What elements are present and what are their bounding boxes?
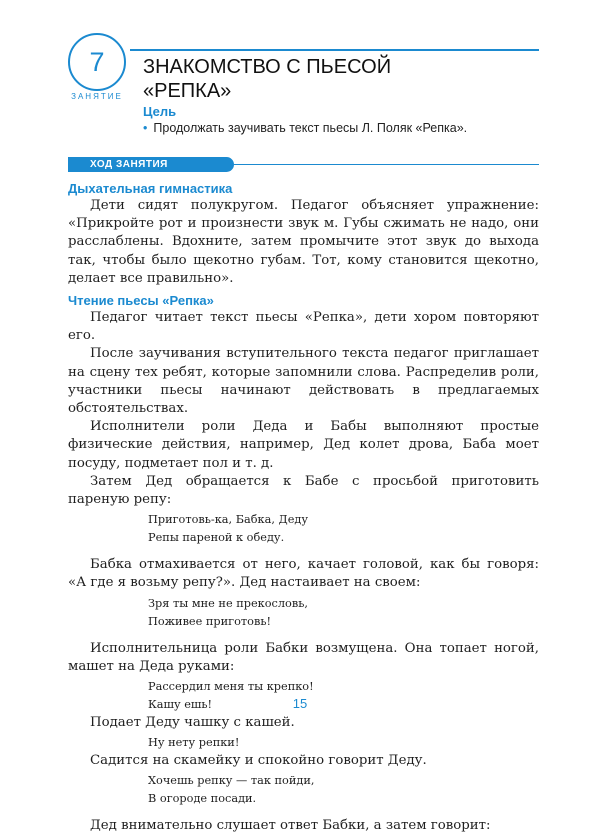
reading-paragraph-7: Подает Деду чашку с кашей.	[90, 715, 295, 731]
lesson-content	[68, 180, 539, 836]
verse-line: Кашу ешь!	[148, 698, 213, 712]
lesson-title-line-2: «РЕПКА»	[143, 80, 232, 102]
verse-2	[148, 595, 539, 631]
goal-item	[143, 121, 533, 135]
verse-line: Рассердил меня ты крепко!	[148, 680, 314, 694]
reading-paragraph-9: Дед внимательно слушает ответ Бабки, а затем говорит:	[90, 818, 491, 834]
verse-line: Ну нету репки!	[148, 736, 240, 750]
header-rule	[130, 49, 539, 51]
lesson-title	[143, 55, 523, 103]
reading-paragraph-6: Исполнительница роли Бабки возмущена. Она топает ногой, машет на Деда руками:	[68, 640, 539, 674]
reading-heading: Чтение пьесы «Репка»	[68, 293, 214, 309]
section-header: ХОД ЗАНЯТИЯ	[68, 157, 234, 172]
goal-heading: Цель	[143, 104, 177, 119]
verse-line: Приготовь-ка, Бабка, Деду	[148, 513, 308, 527]
goal-item-text: Продолжать заучивать текст пьесы Л. Поляк «Репка».	[153, 121, 468, 135]
lesson-label: ЗАНЯТИЕ	[71, 92, 123, 101]
page-number: 15	[292, 696, 308, 711]
reading-paragraph-2: После заучивания вступительного текста педагог приглашает на сцену тех ребят, которые запомнили слова. Распределив роли, участники пьесы начинают действовать в предлагаемых обстоятельствах.	[68, 346, 539, 417]
verse-1	[148, 511, 539, 547]
lesson-number-badge	[68, 33, 126, 91]
verse-line: Репы пареной к обеду.	[148, 531, 285, 545]
bullet-icon: •	[143, 121, 148, 135]
section-rule	[234, 164, 539, 165]
lesson-number: 7	[89, 46, 105, 77]
verse-line: Поживее приготовь!	[148, 614, 272, 628]
reading-paragraph-3: Исполнители роли Деда и Бабы выполняют простые физические действия, например, Дед колет дрова, Баба моет посуду, подметает пол и т. д.	[68, 419, 539, 471]
verse-line: В огороде посади.	[148, 792, 257, 806]
reading-paragraph-5: Бабка отмахивается от него, качает головой, как бы говоря: «А где я возьму репу?». Дед настаивает на своем:	[68, 557, 539, 591]
lesson-title-line-1: ЗНАКОМСТВО С ПЬЕСОЙ	[143, 56, 392, 78]
verse-5	[148, 772, 539, 808]
reading-paragraph-4: Затем Дед обращается к Бабе с просьбой приготовить пареную репу:	[68, 473, 539, 508]
breathing-heading: Дыхательная гимнастика	[68, 181, 233, 196]
verse-line: Хочешь репку — так пойди,	[148, 774, 315, 788]
verse-line: Зря ты мне не прекословь,	[148, 596, 308, 610]
reading-paragraph-8: Садится на скамейку и спокойно говорит Деду.	[90, 753, 427, 769]
breathing-paragraph: Дети сидят полукругом. Педагог объясняет упражнение: «Прикройте рот и произнести звук м. Губы сжимать не надо, они расслаблены. Вдохните, затем промычите этот звук до выхода так, чтобы было щекотно губам. Тот, кому становится щекотно, делает все правильно».	[68, 198, 539, 286]
reading-paragraph-1: Педагог читает текст пьесы «Репка», дети хором повторяют его.	[68, 310, 539, 344]
